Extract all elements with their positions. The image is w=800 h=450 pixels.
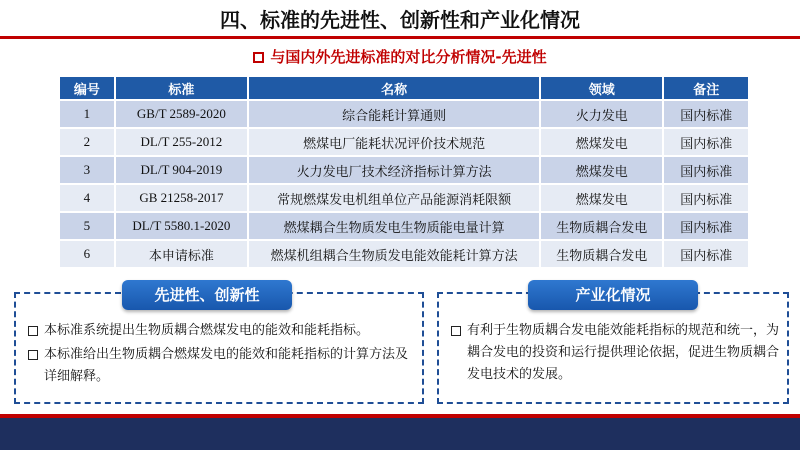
- cell-number: 2: [60, 129, 114, 155]
- table-row: [60, 101, 748, 127]
- cell-note: 国内标准: [664, 213, 748, 239]
- cell-name: 常规燃煤发电机组单位产品能源消耗限额: [249, 185, 539, 211]
- footer-accent-line: [0, 414, 800, 418]
- standards-comparison-table: [58, 75, 750, 269]
- list-item: [451, 320, 783, 386]
- col-header-field: 领域: [541, 77, 662, 99]
- footer-bar: [0, 414, 800, 450]
- cell-standard: 本申请标准: [116, 241, 247, 267]
- table-row: [60, 185, 748, 211]
- cell-number: 6: [60, 241, 114, 267]
- table-row: [60, 157, 748, 183]
- cell-number: 5: [60, 213, 114, 239]
- cell-name: 燃煤耦合生物质发电生物质能电量计算: [249, 213, 539, 239]
- cell-standard: GB/T 2589-2020: [116, 101, 247, 127]
- page-title: 四、标准的先进性、创新性和产业化情况: [220, 8, 580, 32]
- industrialization-list: [451, 320, 783, 388]
- list-item-text: 本标准给出生物质耦合燃煤发电的能效和能耗指标的计算方法及详细解释。: [44, 347, 409, 384]
- square-bullet-icon: [28, 326, 38, 336]
- square-bullet-icon: [28, 350, 38, 360]
- subtitle-text: 与国内外先进标准的对比分析情况-先进性: [270, 48, 547, 66]
- checkbox-square-icon: [253, 52, 264, 63]
- cell-note: 国内标准: [664, 129, 748, 155]
- cell-name: 燃煤电厂能耗状况评价技术规范: [249, 129, 539, 155]
- col-header-number: 编号: [60, 77, 114, 99]
- cell-standard: DL/T 255-2012: [116, 129, 247, 155]
- industrialization-panel-title: 产业化情况: [528, 280, 698, 310]
- list-item: [28, 320, 418, 342]
- cell-number: 4: [60, 185, 114, 211]
- cell-field: 火力发电: [541, 101, 662, 127]
- cell-standard: DL/T 5580.1-2020: [116, 213, 247, 239]
- cell-note: 国内标准: [664, 157, 748, 183]
- cell-note: 国内标准: [664, 185, 748, 211]
- title-divider: [0, 36, 800, 39]
- col-header-note: 备注: [664, 77, 748, 99]
- section-subtitle: [0, 46, 800, 68]
- col-header-name: 名称: [249, 77, 539, 99]
- advancement-list: [28, 320, 418, 390]
- cell-field: 生物质耦合发电: [541, 213, 662, 239]
- table-header-row: [60, 77, 748, 99]
- table-row: [60, 241, 748, 267]
- table-row: [60, 213, 748, 239]
- cell-standard: DL/T 904-2019: [116, 157, 247, 183]
- cell-number: 3: [60, 157, 114, 183]
- cell-field: 燃煤发电: [541, 129, 662, 155]
- list-item-text: 有利于生物质耦合发电能效能耗指标的规范和统一，为耦合发电的投资和运行提供理论依据，促进生物质耦合发电技术的发展。: [467, 323, 780, 382]
- cell-field: 生物质耦合发电: [541, 241, 662, 267]
- list-item: [28, 344, 418, 388]
- cell-standard: GB 21258-2017: [116, 185, 247, 211]
- cell-name: 燃煤机组耦合生物质发电能效能耗计算方法: [249, 241, 539, 267]
- cell-field: 燃煤发电: [541, 157, 662, 183]
- table-row: [60, 129, 748, 155]
- advancement-panel-title: 先进性、创新性: [122, 280, 292, 310]
- col-header-standard: 标准: [116, 77, 247, 99]
- cell-name: 综合能耗计算通则: [249, 101, 539, 127]
- cell-note: 国内标准: [664, 241, 748, 267]
- cell-field: 燃煤发电: [541, 185, 662, 211]
- cell-name: 火力发电厂技术经济指标计算方法: [249, 157, 539, 183]
- cell-number: 1: [60, 101, 114, 127]
- list-item-text: 本标准系统提出生物质耦合燃煤发电的能效和能耗指标。: [44, 323, 370, 338]
- cell-note: 国内标准: [664, 101, 748, 127]
- square-bullet-icon: [451, 326, 461, 336]
